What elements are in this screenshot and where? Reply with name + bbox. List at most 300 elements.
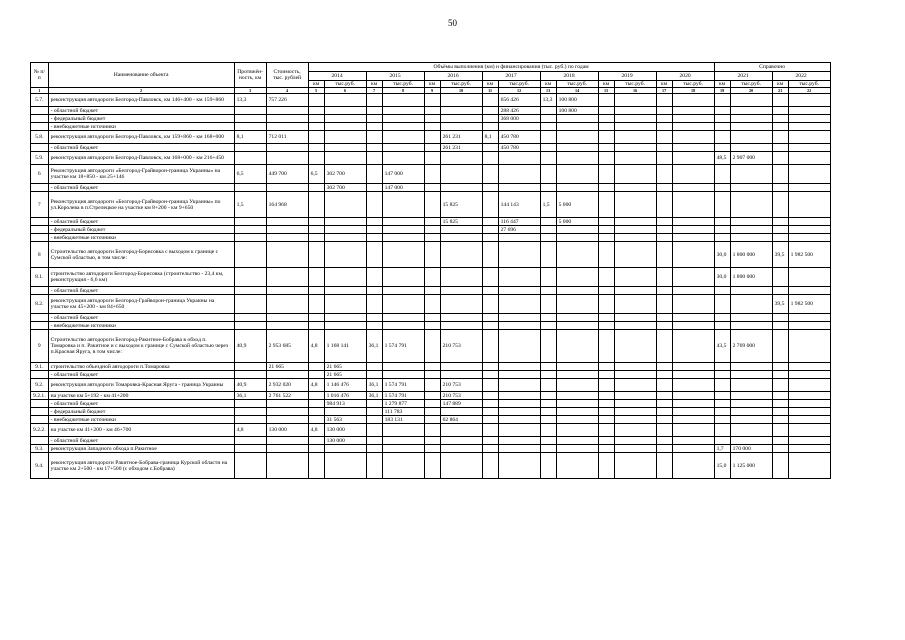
value-cell	[540, 165, 556, 184]
value-cell	[788, 152, 830, 165]
value-cell	[440, 287, 482, 295]
value-cell	[788, 107, 830, 115]
value-cell	[730, 234, 772, 242]
value-cell	[730, 131, 772, 144]
row-number	[31, 144, 49, 152]
value-cell	[266, 322, 308, 330]
value-cell	[656, 226, 672, 234]
value-cell	[498, 445, 540, 453]
value-cell	[672, 144, 714, 152]
value-cell	[772, 165, 788, 184]
value-cell	[788, 363, 830, 371]
value-cell	[324, 123, 366, 131]
value-cell	[366, 131, 382, 144]
row-number	[31, 287, 49, 295]
value-cell	[714, 408, 730, 416]
table-row	[31, 165, 831, 184]
value-cell: 4,8	[234, 424, 266, 437]
value-cell	[324, 107, 366, 115]
value-cell	[366, 416, 382, 424]
value-cell	[598, 144, 614, 152]
row-number	[31, 400, 49, 408]
value-cell	[382, 226, 424, 234]
header-unit-km: км	[598, 81, 614, 88]
value-cell	[614, 408, 656, 416]
value-cell	[482, 371, 498, 379]
header-unit-km: км	[482, 81, 498, 88]
value-cell	[672, 408, 714, 416]
header-unit-km: км	[714, 81, 730, 88]
value-cell	[482, 287, 498, 295]
value-cell	[772, 445, 788, 453]
value-cell	[440, 408, 482, 416]
header-unit-rub: тыс.руб.	[324, 81, 366, 88]
value-cell	[266, 445, 308, 453]
value-cell	[440, 226, 482, 234]
value-cell	[656, 322, 672, 330]
value-cell	[366, 165, 382, 184]
value-cell	[382, 445, 424, 453]
value-cell	[656, 287, 672, 295]
value-cell	[308, 400, 324, 408]
object-name: строительство объездной автодороги п.Томаровка	[48, 363, 234, 371]
value-cell	[324, 144, 366, 152]
value-cell	[772, 437, 788, 445]
header-unit-rub: тыс.руб.	[788, 81, 830, 88]
value-cell	[382, 314, 424, 322]
value-cell	[614, 165, 656, 184]
value-cell	[498, 184, 540, 192]
row-number: 9.2.1.	[31, 392, 49, 400]
value-cell	[656, 165, 672, 184]
value-cell: 302 700	[324, 184, 366, 192]
row-number	[31, 107, 49, 115]
value-cell: 13,3	[234, 94, 266, 107]
object-name: - областной бюджет	[48, 218, 234, 226]
value-cell	[656, 408, 672, 416]
value-cell	[598, 416, 614, 424]
value-cell	[498, 322, 540, 330]
value-cell	[540, 107, 556, 115]
value-cell	[656, 218, 672, 226]
value-cell	[382, 234, 424, 242]
value-cell: 147 000	[382, 184, 424, 192]
value-cell	[366, 144, 382, 152]
value-cell	[366, 322, 382, 330]
value-cell	[772, 268, 788, 287]
value-cell	[266, 400, 308, 408]
value-cell	[540, 445, 556, 453]
header-length: Протяжён- ность, км	[234, 63, 266, 88]
value-cell: 4,8	[308, 424, 324, 437]
value-cell: 1,7	[714, 445, 730, 453]
value-cell	[672, 445, 714, 453]
value-cell: 164 968	[266, 192, 308, 218]
value-cell	[324, 152, 366, 165]
object-name: - областной бюджет	[48, 437, 234, 445]
value-cell: 1,5	[234, 192, 266, 218]
row-number	[31, 234, 49, 242]
value-cell	[672, 226, 714, 234]
table-row	[31, 295, 831, 314]
object-name: - областной бюджет	[48, 107, 234, 115]
value-cell	[714, 107, 730, 115]
column-number: 9	[424, 88, 440, 94]
value-cell	[266, 453, 308, 479]
header-year: 2016	[424, 72, 482, 81]
value-cell: 5 000	[556, 218, 598, 226]
header-unit-rub: тыс.руб.	[498, 81, 540, 88]
value-cell	[672, 107, 714, 115]
table-row	[31, 371, 831, 379]
value-cell	[424, 371, 440, 379]
value-cell	[672, 400, 714, 408]
value-cell	[556, 123, 598, 131]
value-cell	[788, 94, 830, 107]
column-number: 4	[266, 88, 308, 94]
value-cell	[540, 184, 556, 192]
value-cell	[366, 363, 382, 371]
value-cell: 1 982 500	[788, 242, 830, 268]
column-number: 11	[482, 88, 498, 94]
value-cell	[556, 242, 598, 268]
value-cell	[614, 107, 656, 115]
header-year: 2014	[308, 72, 366, 81]
value-cell: 1 982 500	[788, 295, 830, 314]
value-cell	[730, 424, 772, 437]
column-number: 20	[730, 88, 772, 94]
value-cell	[714, 192, 730, 218]
table-row	[31, 330, 831, 363]
value-cell	[382, 218, 424, 226]
value-cell	[598, 424, 614, 437]
value-cell	[382, 322, 424, 330]
value-cell	[772, 416, 788, 424]
value-cell	[308, 242, 324, 268]
object-name: реконструкция автодороги Белгород-Павловск, км 159+860 - км 168+000	[48, 131, 234, 144]
value-cell	[482, 192, 498, 218]
value-cell: 21 665	[324, 363, 366, 371]
value-cell	[656, 192, 672, 218]
value-cell	[598, 123, 614, 131]
table-row	[31, 322, 831, 330]
value-cell	[482, 144, 498, 152]
value-cell	[308, 371, 324, 379]
value-cell	[730, 314, 772, 322]
value-cell: 210 753	[440, 392, 482, 400]
value-cell	[308, 226, 324, 234]
value-cell: 40,9	[234, 330, 266, 363]
value-cell	[672, 371, 714, 379]
value-cell	[788, 416, 830, 424]
value-cell	[556, 144, 598, 152]
header-year: 2019	[598, 72, 656, 81]
value-cell: 36,1	[366, 330, 382, 363]
value-cell	[382, 242, 424, 268]
value-cell	[498, 400, 540, 408]
value-cell	[234, 123, 266, 131]
value-cell: 147 000	[382, 165, 424, 184]
value-cell	[498, 392, 540, 400]
value-cell	[788, 131, 830, 144]
table-row	[31, 242, 831, 268]
value-cell	[366, 295, 382, 314]
value-cell	[482, 184, 498, 192]
value-cell	[598, 330, 614, 363]
column-number: 21	[772, 88, 788, 94]
value-cell	[234, 400, 266, 408]
value-cell	[234, 416, 266, 424]
value-cell	[614, 437, 656, 445]
value-cell: 261 231	[440, 144, 482, 152]
value-cell	[598, 379, 614, 392]
value-cell	[540, 295, 556, 314]
value-cell	[424, 408, 440, 416]
object-name: Реконструкция автодороги «Белгород-Грайворон-граница Украины» по ул.Королева в п.Стрелецкое на участке км 8+200 - км 9+650	[48, 192, 234, 218]
value-cell	[656, 295, 672, 314]
value-cell	[482, 400, 498, 408]
value-cell	[556, 152, 598, 165]
value-cell	[324, 322, 366, 330]
value-cell	[482, 242, 498, 268]
value-cell	[382, 192, 424, 218]
value-cell	[730, 408, 772, 416]
value-cell	[656, 144, 672, 152]
row-number: 5.7.	[31, 94, 49, 107]
value-cell	[788, 437, 830, 445]
value-cell: 450 780	[498, 144, 540, 152]
value-cell	[772, 363, 788, 371]
value-cell: 302 700	[324, 165, 366, 184]
value-cell	[482, 330, 498, 363]
value-cell	[772, 322, 788, 330]
value-cell	[788, 123, 830, 131]
value-cell	[266, 123, 308, 131]
value-cell	[672, 363, 714, 371]
value-cell	[656, 416, 672, 424]
value-cell	[672, 379, 714, 392]
value-cell	[366, 152, 382, 165]
value-cell	[482, 408, 498, 416]
value-cell	[498, 437, 540, 445]
value-cell	[234, 144, 266, 152]
value-cell	[714, 144, 730, 152]
object-name: - внебюджетные источники	[48, 234, 234, 242]
column-number: 13	[540, 88, 556, 94]
value-cell: 1 168 141	[324, 330, 366, 363]
value-cell	[656, 314, 672, 322]
value-cell	[788, 287, 830, 295]
value-cell	[730, 144, 772, 152]
value-cell	[656, 123, 672, 131]
row-number: 9.1.	[31, 363, 49, 371]
value-cell	[598, 192, 614, 218]
value-cell	[382, 287, 424, 295]
value-cell	[498, 379, 540, 392]
value-cell	[366, 234, 382, 242]
value-cell: 1 125 000	[730, 453, 772, 479]
header-year: 2015	[366, 72, 424, 81]
value-cell	[672, 165, 714, 184]
value-cell	[266, 287, 308, 295]
table-row	[31, 445, 831, 453]
value-cell	[424, 144, 440, 152]
value-cell	[424, 123, 440, 131]
value-cell	[440, 424, 482, 437]
value-cell: 656 426	[498, 94, 540, 107]
object-name: реконструкция автодороги Белгород-Павловск, км 168+000 - км 216+450	[48, 152, 234, 165]
table-row	[31, 363, 831, 371]
object-name: реконструкция автодороги Томаровка-Красная Яруга - граница Украины	[48, 379, 234, 392]
value-cell	[672, 184, 714, 192]
value-cell	[498, 424, 540, 437]
value-cell	[424, 322, 440, 330]
value-cell	[308, 218, 324, 226]
value-cell	[540, 330, 556, 363]
value-cell	[366, 226, 382, 234]
value-cell	[614, 268, 656, 287]
value-cell	[482, 165, 498, 184]
value-cell	[382, 295, 424, 314]
value-cell: 30,0	[714, 242, 730, 268]
value-cell	[266, 314, 308, 322]
value-cell	[366, 453, 382, 479]
value-cell	[266, 268, 308, 287]
row-number	[31, 322, 49, 330]
value-cell	[366, 400, 382, 408]
object-name: - областной бюджет	[48, 400, 234, 408]
table-row	[31, 234, 831, 242]
value-cell	[714, 165, 730, 184]
value-cell	[498, 416, 540, 424]
value-cell	[556, 287, 598, 295]
value-cell	[556, 400, 598, 408]
value-cell: 111 783	[382, 408, 424, 416]
value-cell	[772, 152, 788, 165]
value-cell	[714, 424, 730, 437]
value-cell	[324, 268, 366, 287]
value-cell	[730, 287, 772, 295]
value-cell: 1 146 476	[324, 379, 366, 392]
value-cell	[234, 115, 266, 123]
value-cell: 450 780	[498, 131, 540, 144]
value-cell	[614, 152, 656, 165]
value-cell	[234, 184, 266, 192]
value-cell	[614, 416, 656, 424]
value-cell: 13,3	[540, 94, 556, 107]
value-cell	[540, 416, 556, 424]
value-cell	[424, 330, 440, 363]
value-cell	[366, 242, 382, 268]
value-cell	[714, 131, 730, 144]
value-cell	[482, 152, 498, 165]
value-cell	[540, 453, 556, 479]
value-cell	[424, 192, 440, 218]
value-cell	[788, 424, 830, 437]
value-cell	[498, 453, 540, 479]
value-cell	[614, 218, 656, 226]
value-cell	[788, 184, 830, 192]
table-row	[31, 131, 831, 144]
row-number: 8.2.	[31, 295, 49, 314]
header-unit-rub: тыс.руб.	[440, 81, 482, 88]
value-cell	[772, 392, 788, 400]
value-cell: 2 932 020	[266, 379, 308, 392]
value-cell	[424, 268, 440, 287]
value-cell	[366, 445, 382, 453]
value-cell	[308, 295, 324, 314]
value-cell	[714, 400, 730, 408]
value-cell	[772, 314, 788, 322]
value-cell	[598, 400, 614, 408]
value-cell	[308, 363, 324, 371]
value-cell	[788, 115, 830, 123]
value-cell	[598, 287, 614, 295]
value-cell	[772, 94, 788, 107]
value-cell	[714, 94, 730, 107]
value-cell	[540, 226, 556, 234]
header-unit-rub: тыс.руб.	[382, 81, 424, 88]
value-cell	[672, 287, 714, 295]
value-cell	[614, 371, 656, 379]
value-cell	[788, 408, 830, 416]
column-number: 7	[366, 88, 382, 94]
value-cell	[498, 123, 540, 131]
value-cell	[324, 226, 366, 234]
value-cell	[788, 379, 830, 392]
value-cell	[498, 314, 540, 322]
value-cell	[498, 330, 540, 363]
value-cell	[556, 226, 598, 234]
value-cell	[266, 295, 308, 314]
value-cell	[598, 226, 614, 234]
value-cell	[772, 226, 788, 234]
object-name: строительство автодороги Белгород-Борисовка (строительство - 23,4 км, реконструкция - 6,6 км)	[48, 268, 234, 287]
value-cell	[772, 115, 788, 123]
object-name: - областной бюджет	[48, 144, 234, 152]
column-number: 1	[31, 88, 49, 94]
value-cell	[324, 295, 366, 314]
value-cell	[424, 165, 440, 184]
value-cell	[382, 123, 424, 131]
row-number	[31, 416, 49, 424]
value-cell: 130 000	[266, 424, 308, 437]
value-cell	[424, 107, 440, 115]
value-cell	[730, 400, 772, 408]
value-cell: 31 563	[324, 416, 366, 424]
value-cell	[730, 165, 772, 184]
value-cell	[672, 295, 714, 314]
value-cell	[308, 144, 324, 152]
value-cell	[234, 445, 266, 453]
value-cell	[482, 363, 498, 371]
value-cell	[598, 218, 614, 226]
value-cell	[730, 437, 772, 445]
value-cell	[672, 242, 714, 268]
value-cell	[656, 371, 672, 379]
value-cell	[614, 131, 656, 144]
value-cell	[440, 453, 482, 479]
object-name: Строительство автодороги Белгород-Борисовка с выходом к границе с Сумской областью, в том числе:	[48, 242, 234, 268]
value-cell	[672, 218, 714, 226]
value-cell	[788, 392, 830, 400]
header-year: 2018	[540, 72, 598, 81]
table-row	[31, 123, 831, 131]
value-cell	[556, 115, 598, 123]
value-cell	[598, 314, 614, 322]
value-cell	[556, 234, 598, 242]
header-no: № п/п	[31, 63, 49, 88]
